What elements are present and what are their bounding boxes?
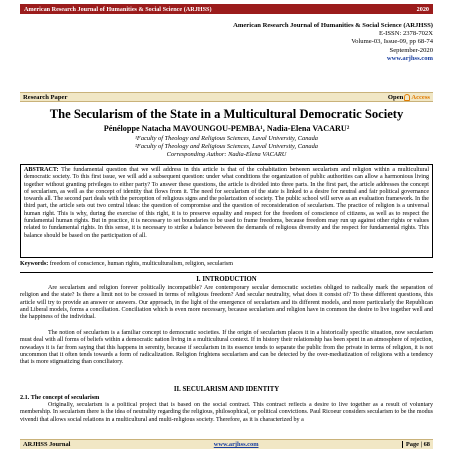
abstract-text: The fundamental question that we will address in this article is that of the cohabitation between secularism and religion within a multicultural democratic society. To this first issue, we will add a subsequent question: under what conditions the organization of public authorities can allow a harmonious living together without granting privileges to either party? To answer these questions, the article is divided into three parts. In the first part, the article addresses the concept of secularism, as well as the concept of identity that flows from it. The need for secularism of the state is linked to a desire for neutral and fair political governance towards all. The second part deals with the perception of religious signs and the polarization of society. The public school will serve as an evaluation framework. In the third part, the article sets out two central ideas: the question of compromise and the question of reconsideration of secularism. The practice of religion is a universal human right. This is why, during the exercise of this right, it is to preserve equality and respect for the freedom of conscience of citizens, as well as to respect the fundamental human rights. But in practice, it is necessary to set boundaries to be used to frame freedoms, because freedom may run up against other rights or values related to fundamental rights. In this sense, it is necessary to strike a balance between the demands of religious diversity and the respect for fundamental rights. This balance should be based on the participation of all. xyxy=(24,167,429,239)
abstract-box xyxy=(20,164,433,258)
footer-page-number: Page | 68 xyxy=(402,441,430,448)
affiliation-1: ¹Faculty of Theology and Religious Sciences, Laval University, Canada xyxy=(135,135,318,142)
journal-footer-bar xyxy=(20,439,433,449)
meta-issn: E-ISSN: 2378-702X xyxy=(378,30,433,38)
corresponding-author: Corresponding Author: Nadia-Elena VACARU xyxy=(166,151,287,158)
open-access-open: Open xyxy=(387,93,404,101)
journal-header-bar xyxy=(20,4,433,14)
keywords-text: freedom of conscience, human rights, multiculturalism, religion, secularism xyxy=(49,261,233,267)
research-paper-bar xyxy=(20,92,433,102)
meta-date: September-2020 xyxy=(389,46,433,54)
keywords-label: Keywords: xyxy=(20,261,49,267)
footer-journal-label: ARJHSS Journal xyxy=(23,441,71,448)
section-1-paragraph-1: Are secularism and religion forever politically incompatible? Are contemporary secular democratic societies obliged to radically mark the separation of religion and the state? Is there a limit not to be crossed in terms of religious freedom? And secular neutrality, what does it consist of? To these different questions, this article will try to provide an answer or answers. Our approach, in the light of the emergence of secularism and its different models, and more particularly the Republican and Liberal models, forms a conciliation. Conciliation which is even more necessary, because secularism and religion have in common the desire to live together well and the happiness of the individual. xyxy=(20,285,433,321)
keywords-divider xyxy=(20,272,433,273)
header-year: 2020 xyxy=(416,5,429,13)
section-1-paragraph-2: The notion of secularism is a familiar concept to democratic societies. If the origin of secularism places it in a historically specific situation, now secularism must deal with all forms of beliefs within a democratic nation living in a multicultural context. If in history their relationship has been spent in an atmosphere of rejection, nowadays it is far from saying that this happens in serenity, because if secularism in its essence tends to separate the public from the private in terms of religion, it is not uncommon that it often tends towards a form of radicalization. Religion frightens secularism and can be detected by the over-mediatization of religions with a tendency that is more stigmatizing than conciliatory. xyxy=(20,330,433,366)
open-access-lock-icon xyxy=(404,94,410,101)
open-access-access: Access xyxy=(411,93,430,101)
journal-meta-block xyxy=(233,22,433,63)
keywords-line xyxy=(20,261,433,268)
affiliation-2: ²Faculty of Theology and Religious Sciences, Laval University, Canada xyxy=(135,143,318,150)
section-2-paragraph-1: Originally, secularism is a political project that is based on the social contract. This contract reflects a desire to live together as a result of voluntary membership. In secularism there is the idea of neutrality regarding the religious, philosophical, or political convictions. Paul Ricoeur considers secularism to be the modus vivendi that allows social relations in a multicultural and multi-religious society. Therefore, as it is characterized by a xyxy=(20,402,433,423)
header-journal-name: American Research Journal of Humanities & Social Science (ARJHSS) xyxy=(24,5,212,13)
section-2-heading: II. SECULARISM AND IDENTITY xyxy=(173,386,280,393)
section-2-subheading: 2.1. The concept of secularism xyxy=(20,394,100,401)
footer-site-link[interactable]: www.arjhss.com xyxy=(213,441,259,448)
article-title: The Secularism of the State in a Multicultural Democratic Society xyxy=(49,107,404,121)
meta-site-link[interactable]: www.arjhss.com xyxy=(386,54,433,62)
meta-journal-title: American Research Journal of Humanities & Social Science (ARJHSS) xyxy=(233,22,433,29)
abstract-label: ABSTRACT: xyxy=(24,167,59,173)
research-paper-label: Research Paper xyxy=(23,93,68,101)
meta-volume: Volume-03, Issue-09, pp 68-74 xyxy=(351,38,433,46)
section-1-heading: I. INTRODUCTION xyxy=(196,276,257,283)
open-access-badge xyxy=(388,94,430,101)
article-authors: Pénéloppe Natacha MAVOUNGOU-PEMBA¹, Nadia-Elena VACARU² xyxy=(103,124,350,133)
article-affiliations xyxy=(20,135,433,159)
